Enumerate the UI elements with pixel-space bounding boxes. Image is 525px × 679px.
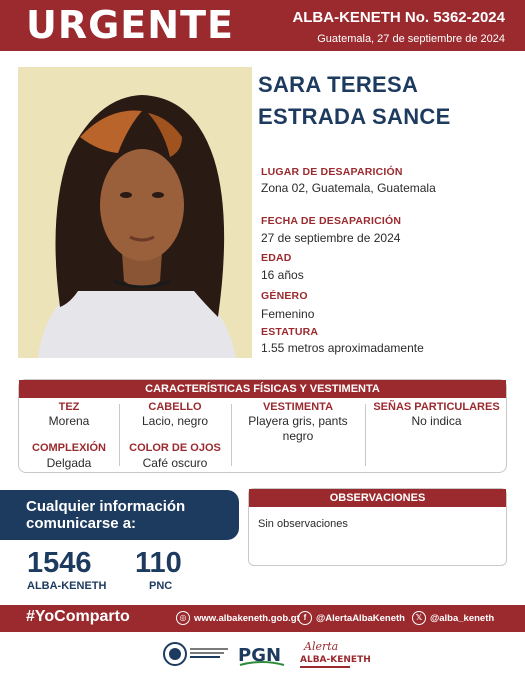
twitter-text: @alba_keneth bbox=[430, 612, 495, 624]
alba-keneth-logo-text: ALBA-KENETH bbox=[300, 655, 371, 665]
skin-tone-label: TEZ bbox=[58, 401, 80, 413]
height-value: 1.55 metros aproximadamente bbox=[261, 341, 424, 355]
twitter-link[interactable] bbox=[412, 611, 494, 625]
observations-title: OBSERVACIONES bbox=[249, 489, 506, 507]
age-label: EDAD bbox=[261, 252, 292, 264]
characteristics-panel bbox=[18, 379, 507, 473]
x-icon: 𝕏 bbox=[412, 611, 426, 625]
facebook-text: @AlertaAlbaKeneth bbox=[316, 612, 405, 624]
hair-value: Lacio, negro bbox=[141, 414, 209, 428]
distinguishing-marks-value: No indica bbox=[411, 414, 462, 428]
alerta-logo-text: Alerta bbox=[304, 640, 339, 653]
alert-number: ALBA-KENETH No. 5362-2024 bbox=[292, 9, 505, 26]
age-value: 16 años bbox=[261, 268, 304, 282]
person-name-first: SARA TERESA bbox=[258, 72, 419, 97]
observations-panel bbox=[248, 488, 507, 566]
build-value: Delgada bbox=[46, 456, 92, 470]
facebook-link[interactable] bbox=[298, 611, 405, 625]
clothing-label: VESTIMENTA bbox=[262, 401, 334, 413]
gender-label: GÉNERO bbox=[261, 290, 308, 302]
eye-color-value: Café oscuro bbox=[142, 456, 208, 470]
phone-number-alba-keneth[interactable]: 1546 bbox=[27, 547, 92, 579]
website-link[interactable] bbox=[176, 611, 300, 625]
contact-text: Cualquier información comunicarse a: bbox=[26, 498, 186, 532]
person-photo bbox=[18, 67, 252, 358]
hair-label: CABELLO bbox=[148, 401, 202, 413]
contact-banner bbox=[0, 490, 239, 540]
gender-value: Femenino bbox=[261, 307, 315, 321]
disappearance-place-value: Zona 02, Guatemala, Guatemala bbox=[261, 181, 436, 195]
column-divider bbox=[231, 404, 232, 466]
person-name-last: ESTRADA SANCE bbox=[258, 104, 451, 129]
height-label: ESTATURA bbox=[261, 326, 319, 338]
build-label: COMPLEXIÓN bbox=[32, 442, 106, 454]
footer-banner bbox=[0, 605, 525, 632]
urgent-title: URGENTE bbox=[26, 3, 234, 47]
website-text: www.albakeneth.gob.gt bbox=[194, 612, 300, 624]
distinguishing-marks-label: SEÑAS PARTICULARES bbox=[373, 401, 500, 413]
skin-tone-value: Morena bbox=[48, 414, 90, 428]
clothing-value: Playera gris, pants negro bbox=[248, 414, 348, 443]
pgn-logo bbox=[236, 641, 288, 669]
observations-text: Sin observaciones bbox=[258, 518, 348, 530]
disappearance-date-label: FECHA DE DESAPARICIÓN bbox=[261, 215, 402, 227]
globe-icon: ◎ bbox=[176, 611, 190, 625]
header-banner bbox=[0, 0, 525, 51]
phone-number-pnc[interactable]: 110 bbox=[135, 547, 182, 579]
alert-place-date: Guatemala, 27 de septiembre de 2024 bbox=[317, 33, 505, 45]
government-seal-logo bbox=[162, 640, 232, 668]
hashtag[interactable]: #YoComparto bbox=[26, 608, 130, 625]
disappearance-date-value: 27 de septiembre de 2024 bbox=[261, 231, 401, 245]
facebook-icon: f bbox=[298, 611, 312, 625]
phone-label-alba-keneth: ALBA-KENETH bbox=[27, 580, 107, 592]
pgn-logo-text: PGN bbox=[238, 645, 282, 666]
characteristics-title: CARACTERÍSTICAS FÍSICAS Y VESTIMENTA bbox=[19, 380, 506, 398]
disappearance-place-label: LUGAR DE DESAPARICIÓN bbox=[261, 166, 403, 178]
alerta-alba-keneth-logo bbox=[298, 638, 371, 672]
phone-label-pnc: PNC bbox=[149, 580, 173, 592]
eye-color-label: COLOR DE OJOS bbox=[129, 442, 221, 454]
